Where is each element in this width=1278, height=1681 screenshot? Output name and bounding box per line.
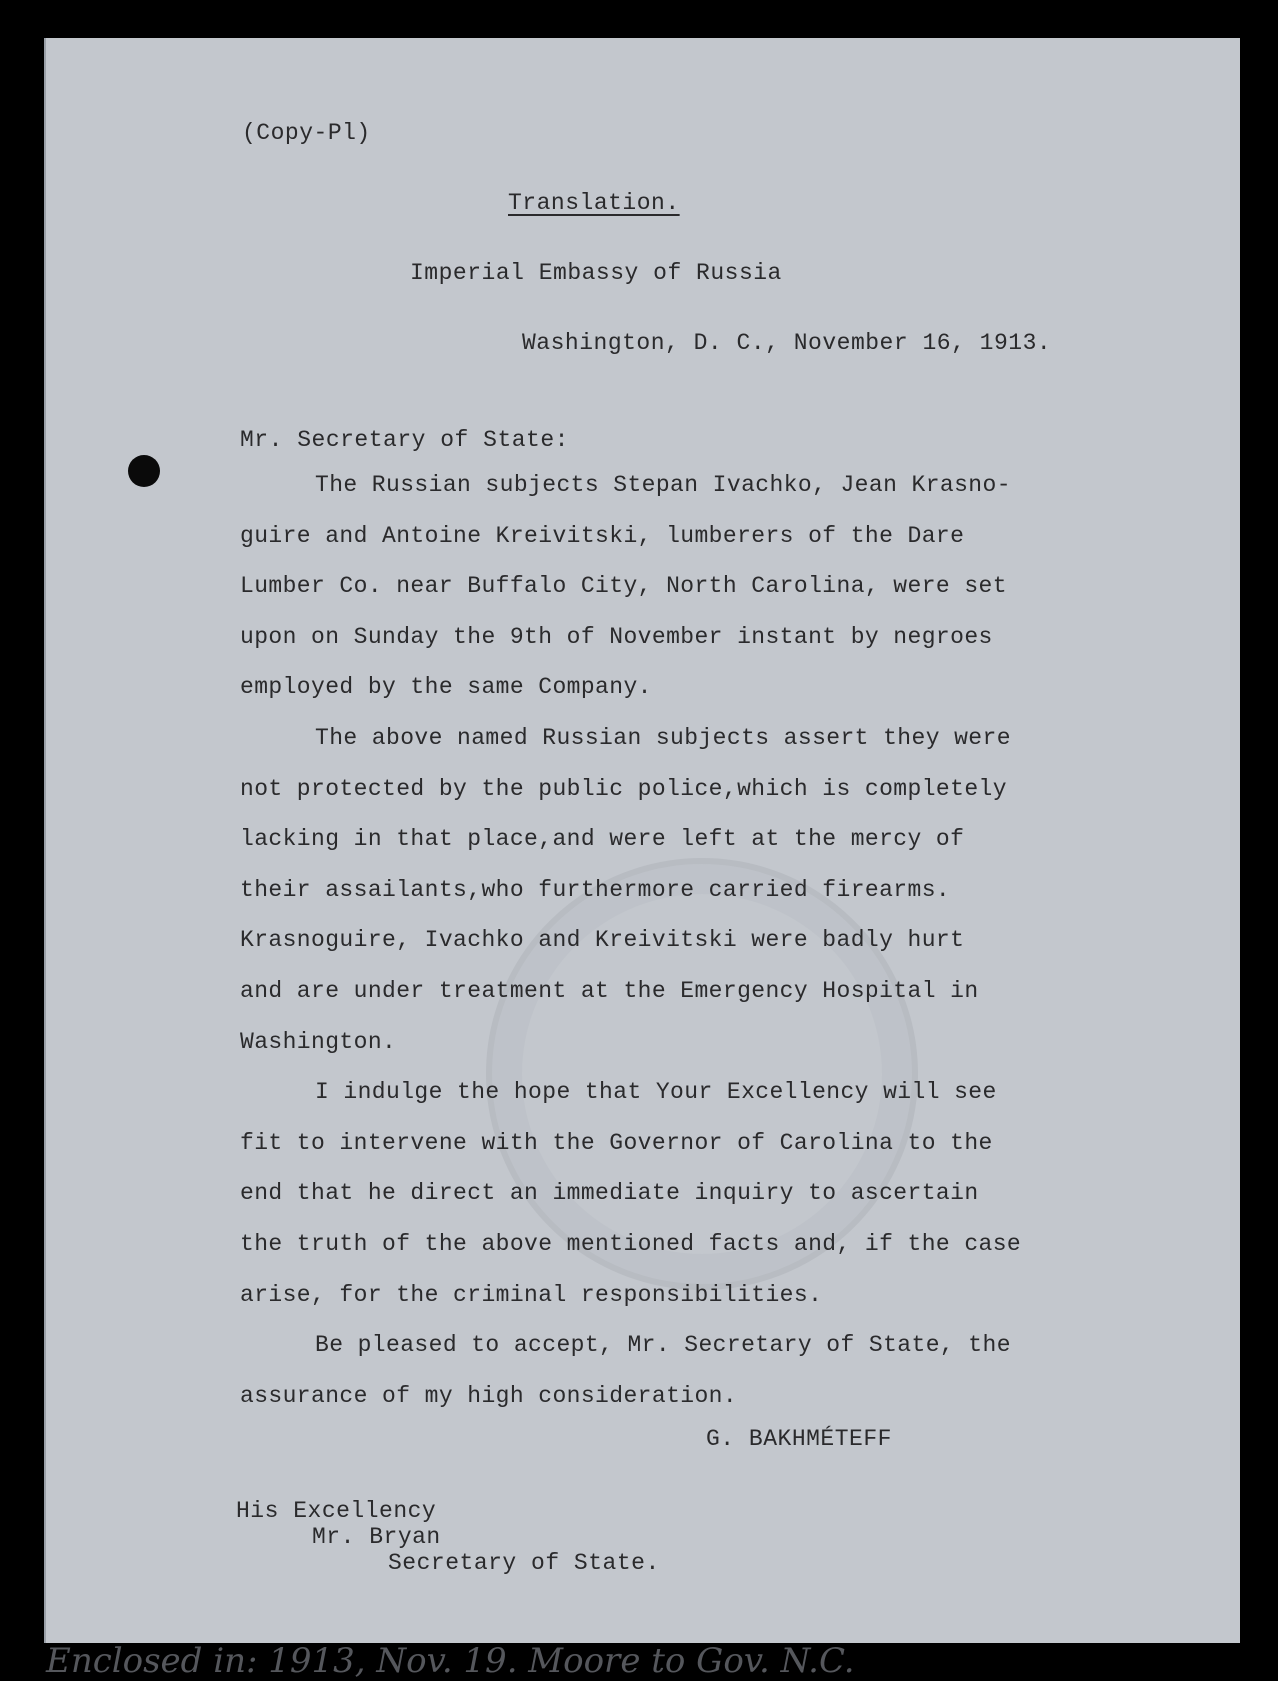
- body-line: end that he direct an immediate inquiry to ascertain: [240, 1180, 979, 1207]
- addressee-office: Secretary of State.: [388, 1550, 660, 1576]
- copy-label: (Copy-Pl): [242, 120, 371, 146]
- body-line: the truth of the above mentioned facts and, if the case: [240, 1230, 1022, 1257]
- dateline: Washington, D. C., November 16, 1913.: [522, 330, 1052, 356]
- body-line: The Russian subjects Stepan Ivachko, Jean Krasno-: [315, 472, 1011, 498]
- body-line: Krasnoguire, Ivachko and Kreivitski were badly hurt: [240, 927, 965, 954]
- body-line: upon on Sunday the 9th of November instant by negroes: [240, 623, 993, 650]
- body-line: assurance of my high consideration.: [240, 1382, 738, 1409]
- body-line: I indulge the hope that Your Excellency will see: [315, 1079, 997, 1106]
- addressee-name: Mr. Bryan: [312, 1524, 441, 1550]
- embassy-name: Imperial Embassy of Russia: [410, 260, 782, 286]
- salutation: Mr. Secretary of State:: [240, 427, 569, 453]
- addressee-title: His Excellency: [236, 1498, 437, 1524]
- body-line: Washington.: [240, 1028, 397, 1055]
- body-line: their assailants,who furthermore carried firearms.: [240, 876, 951, 903]
- body-line: and are under treatment at the Emergency Hospital in: [240, 977, 979, 1004]
- handwritten-archival-note: Enclosed in: 1913, Nov. 19. Moore to Gov. N.C.: [46, 1641, 855, 1681]
- body-line-closing: Be pleased to accept, Mr. Secretary of State, the: [315, 1332, 1011, 1359]
- body-line: arise, for the criminal responsibilities.: [240, 1281, 823, 1308]
- punch-hole: [128, 455, 160, 487]
- body-line: lacking in that place,and were left at the mercy of: [240, 826, 965, 853]
- letter-body: [240, 460, 1021, 1421]
- signature: G. BAKHMÉTEFF: [706, 1426, 892, 1452]
- document-heading: Translation.: [508, 190, 680, 216]
- body-line: fit to intervene with the Governor of Carolina to the: [240, 1129, 993, 1156]
- body-line: guire and Antoine Kreivitski, lumberers of the Dare: [240, 522, 965, 549]
- body-line: employed by the same Company.: [240, 674, 652, 701]
- body-line: not protected by the public police,which is completely: [240, 775, 1007, 802]
- body-line: The above named Russian subjects assert they were: [315, 724, 1011, 751]
- body-line: Lumber Co. near Buffalo City, North Carolina, were set: [240, 573, 1007, 600]
- document-sheet: [44, 38, 1240, 1681]
